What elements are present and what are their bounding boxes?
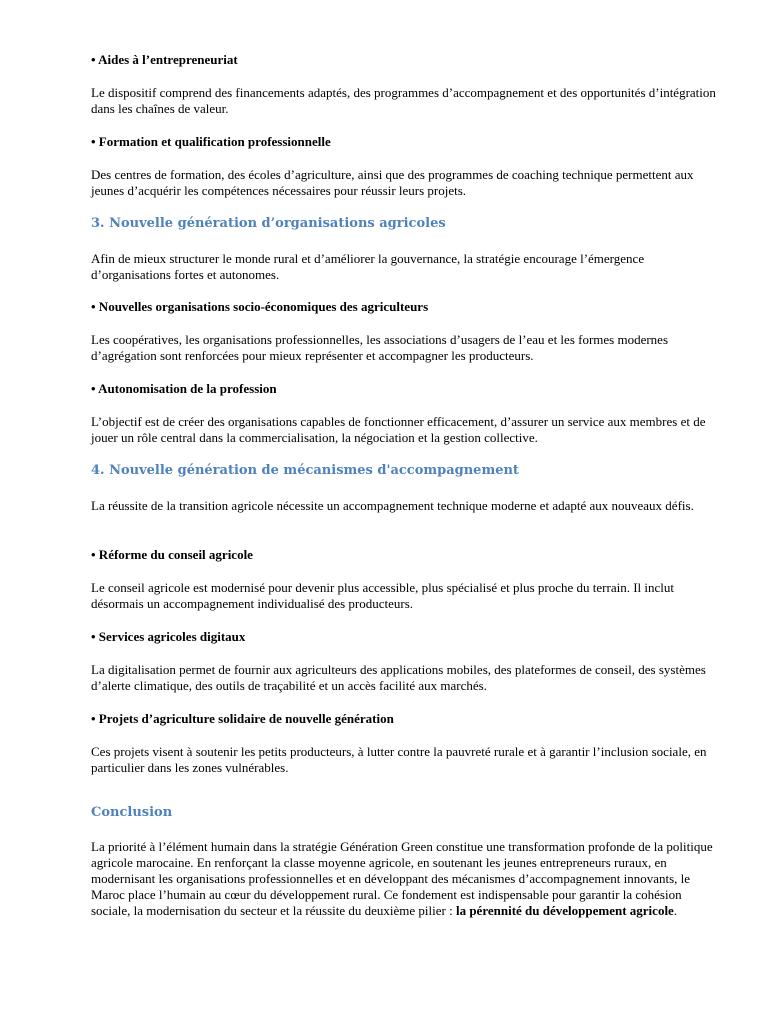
- heading-autonomisation: • Autonomisation de la profession: [91, 381, 277, 396]
- conclusion-text: La priorité à l’élément humain dans la stratégie Génération Green constitue une transformation profonde de la politique agricole marocaine. En renforçant la classe moyenne agricole, en soutenant les jeunes entrepreneurs ruraux, en modernisant les organisations professionnelles et en développant des mécanismes d’accompagnement innovants, le Maroc place l’humain au cœur du développement rural. Ce fondement est indispensable pour garantir la cohésion sociale, la modernisation du secteur et la réussite du deuxième pilier :: [91, 839, 713, 918]
- paragraph-aides: Le dispositif comprend des financements adaptés, des programmes d’accompagnement et des opportunités d’intégration dans les chaînes de valeur.: [91, 85, 716, 116]
- conclusion-bold-text: la pérennité du développement agricole: [455, 903, 674, 918]
- paragraph-services-digitaux: La digitalisation permet de fournir aux agriculteurs des applications mobiles, des plateformes de conseil, des systèmes d’alerte climatique, des outils de traçabilité et un accès facilité aux marchés.: [91, 662, 706, 693]
- section-heading-3: 3. Nouvelle génération d’organisations agricoles: [91, 216, 446, 231]
- paragraph-agriculture-solidaire: Ces projets visent à soutenir les petits producteurs, à lutter contre la pauvreté rurale et à garantir l’inclusion sociale, en particulier dans les zones vulnérables.: [91, 744, 707, 775]
- section-heading-conclusion: Conclusion: [91, 805, 173, 820]
- heading-reforme-conseil: • Réforme du conseil agricole: [91, 547, 253, 562]
- paragraph-autonomisation: L’objectif est de créer des organisations capables de fonctionner efficacement, d’assurer un service aux membres et de jouer un rôle central dans la commercialisation, la négociation et la gestion collective.: [91, 414, 706, 445]
- paragraph-conclusion: [91, 839, 723, 919]
- heading-agriculture-solidaire: • Projets d’agriculture solidaire de nouvelle génération: [91, 711, 394, 726]
- paragraph-reforme-conseil: Le conseil agricole est modernisé pour devenir plus accessible, plus spécialisé et plus proche du terrain. Il inclut désormais un accompagnement individualisé des producteurs.: [91, 580, 675, 611]
- heading-services-digitaux: • Services agricoles digitaux: [91, 629, 246, 644]
- paragraph-section-4: La réussite de la transition agricole nécessite un accompagnement technique moderne et adapté aux nouveaux défis.: [91, 498, 694, 513]
- conclusion-period: .: [673, 903, 678, 918]
- paragraph-nouvelles-organisations: Les coopératives, les organisations professionnelles, les associations d’usagers de l’eau et les formes modernes d’agrégation sont renforcées pour mieux représenter et accompagner les producteurs.: [91, 332, 669, 363]
- heading-nouvelles-organisations: • Nouvelles organisations socio-économiques des agriculteurs: [91, 299, 429, 314]
- heading-formation: • Formation et qualification professionnelle: [91, 134, 331, 149]
- paragraph-section-3: Afin de mieux structurer le monde rural et d’améliorer la gouvernance, la stratégie encourage l’émergence d’organisations fortes et autonomes.: [91, 251, 645, 282]
- heading-aides-entrepreneuriat: • Aides à l’entrepreneuriat: [91, 52, 238, 67]
- section-heading-4: 4. Nouvelle génération de mécanismes d'accompagnement: [91, 463, 519, 478]
- paragraph-formation: Des centres de formation, des écoles d’agriculture, ainsi que des programmes de coaching technique permettent aux jeunes d’acquérir les compétences nécessaires pour réussir leurs projets.: [91, 167, 694, 198]
